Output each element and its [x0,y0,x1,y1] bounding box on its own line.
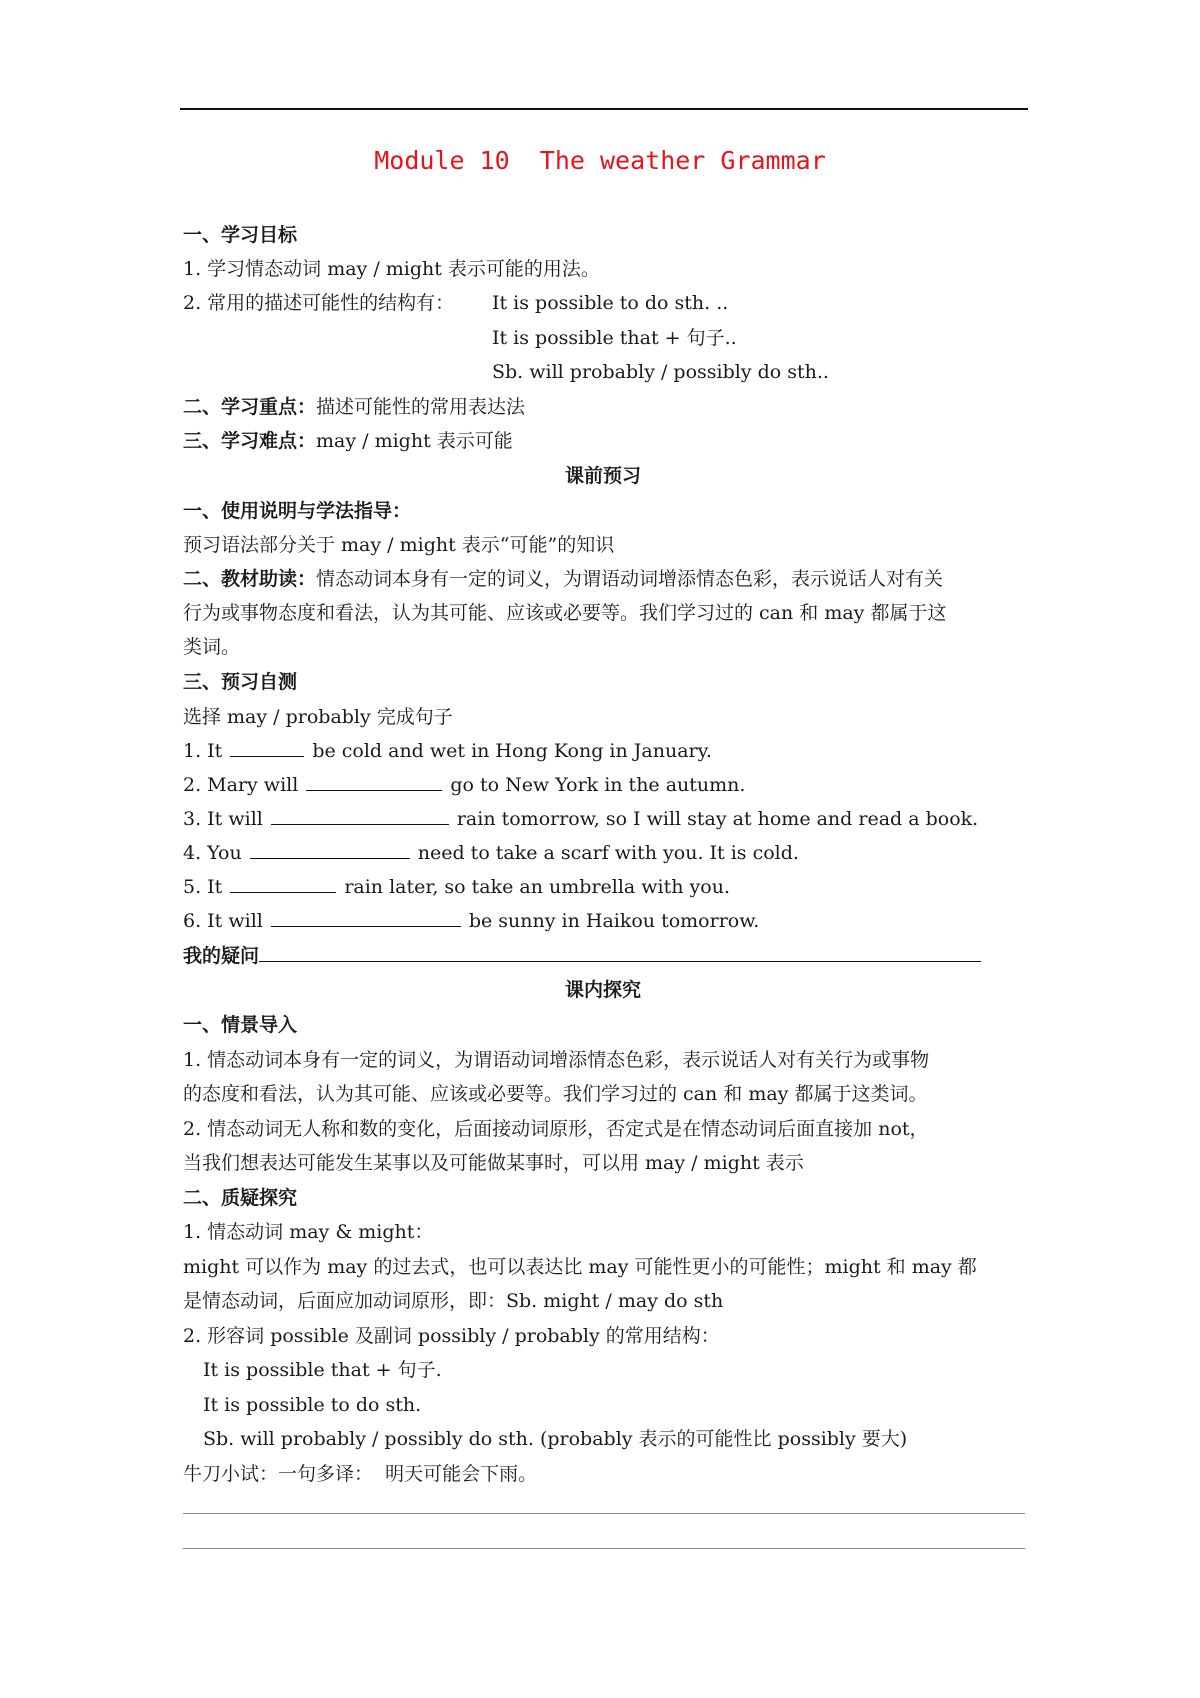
aid-text-2: 行为或事物态度和看法，认为其可能、应该或必要等。我们学习过的 can 和 may 都属于这 [183,602,947,624]
intro-heading: 一、情景导入 [183,1014,298,1036]
inclass-heading: 课内探究 [564,979,641,1001]
exercise-1 [183,736,712,766]
my-question-label: 我的疑问 [183,945,260,967]
exercise-text: 4. You [183,842,242,864]
aid-text-3: 类词。 [183,636,241,658]
objectives-heading: 一、学习目标 [183,224,298,246]
self-test-heading: 三、预习自测 [183,671,298,693]
exercise-5 [183,872,730,902]
intro-1b: 的态度和看法，认为其可能、应该或必要等。我们学习过的 can 和 may 都属于这类词。 [183,1083,928,1105]
answer-blank[interactable] [306,771,442,791]
intro-2a: 2. 情态动词无人称和数的变化，后面接动词原形，否定式是在情态动词后面直接加 not， [183,1118,929,1140]
answer-line-1[interactable] [183,1513,1025,1514]
objective-item-1: 1. 学习情态动词 may / might 表示可能的用法。 [183,258,600,280]
structure-2: It is possible that + 句子.. [492,327,737,349]
explore-1b: 是情态动词，后面应加动词原形，即：Sb. might / may do sth [183,1290,724,1312]
self-test-instruction: 选择 may / probably 完成句子 [183,706,453,728]
difficult-point [183,426,513,456]
explore-1a: might 可以作为 may 的过去式，也可以表达比 may 可能性更小的可能性；might 和 may 都 [183,1256,977,1278]
exercise-text: 5. It [183,876,223,898]
textbook-aid [183,564,943,594]
exercise-6 [183,906,759,936]
structure-line-1: It is possible that + 句子. [203,1359,442,1381]
exercise-text: need to take a scarf with you. It is cold. [417,842,799,864]
objective-item-2: 2. 常用的描述可能性的结构有： [183,292,455,314]
exercise-text: 2. Mary will [183,774,299,796]
intro-1a: 1. 情态动词本身有一定的词义，为谓语动词增添情态色彩，表示说话人对有关行为或事物 [183,1049,930,1071]
key-point-label: 二、学习重点： [183,396,317,418]
difficult-point-text: may / might 表示可能 [316,430,513,452]
my-question-line[interactable] [259,941,981,962]
structure-1: It is possible to do sth. .. [492,292,729,314]
answer-blank[interactable] [230,873,336,893]
answer-blank[interactable] [230,737,304,757]
difficult-point-label: 三、学习难点： [183,430,317,452]
answer-blank[interactable] [271,907,461,927]
exercise-text: be sunny in Haikou tomorrow. [468,910,760,932]
exercise-text: rain later, so take an umbrella with you. [344,876,730,898]
page-title: Module 10 The weather Grammar [374,146,826,175]
guide-text: 预习语法部分关于 may / might 表示“可能”的知识 [183,534,615,556]
answer-line-2[interactable] [183,1548,1025,1549]
exercise-text: rain tomorrow, so I will stay at home and read a book. [456,808,979,830]
practice-line: 牛刀小试：一句多译： 明天可能会下雨。 [183,1463,538,1485]
key-point-text: 描述可能性的常用表达法 [316,396,526,418]
answer-blank[interactable] [250,839,410,859]
exercise-text: 6. It will [183,910,263,932]
explore-1: 1. 情态动词 may & might： [183,1221,434,1243]
intro-2b: 当我们想表达可能发生某事以及可能做某事时，可以用 may / might 表示 [183,1152,804,1174]
exercise-2 [183,770,745,800]
exercise-text: go to New York in the autumn. [450,774,746,796]
exercise-3 [183,804,978,834]
explore-2: 2. 形容词 possible 及副词 possibly / probably 的常用结构： [183,1325,720,1347]
exercise-text: be cold and wet in Hong Kong in January. [312,740,712,762]
answer-blank[interactable] [271,805,449,825]
explore-heading: 二、质疑探究 [183,1187,298,1209]
exercise-4 [183,838,799,868]
guide-heading: 一、使用说明与学法指导： [183,500,412,522]
exercise-text: 1. It [183,740,223,762]
aid-text-1: 情态动词本身有一定的词义，为谓语动词增添情态色彩，表示说话人对有关 [316,568,944,590]
preview-heading: 课前预习 [564,465,641,487]
my-question [183,941,981,971]
structure-line-3: Sb. will probably / possibly do sth. (probably 表示的可能性比 possibly 要大) [203,1428,908,1450]
aid-label: 二、教材助读： [183,568,317,590]
structure-3: Sb. will probably / possibly do sth.. [492,361,829,383]
top-rule [180,108,1028,110]
key-point [183,392,525,422]
exercise-text: 3. It will [183,808,263,830]
structure-line-2: It is possible to do sth. [203,1394,422,1416]
